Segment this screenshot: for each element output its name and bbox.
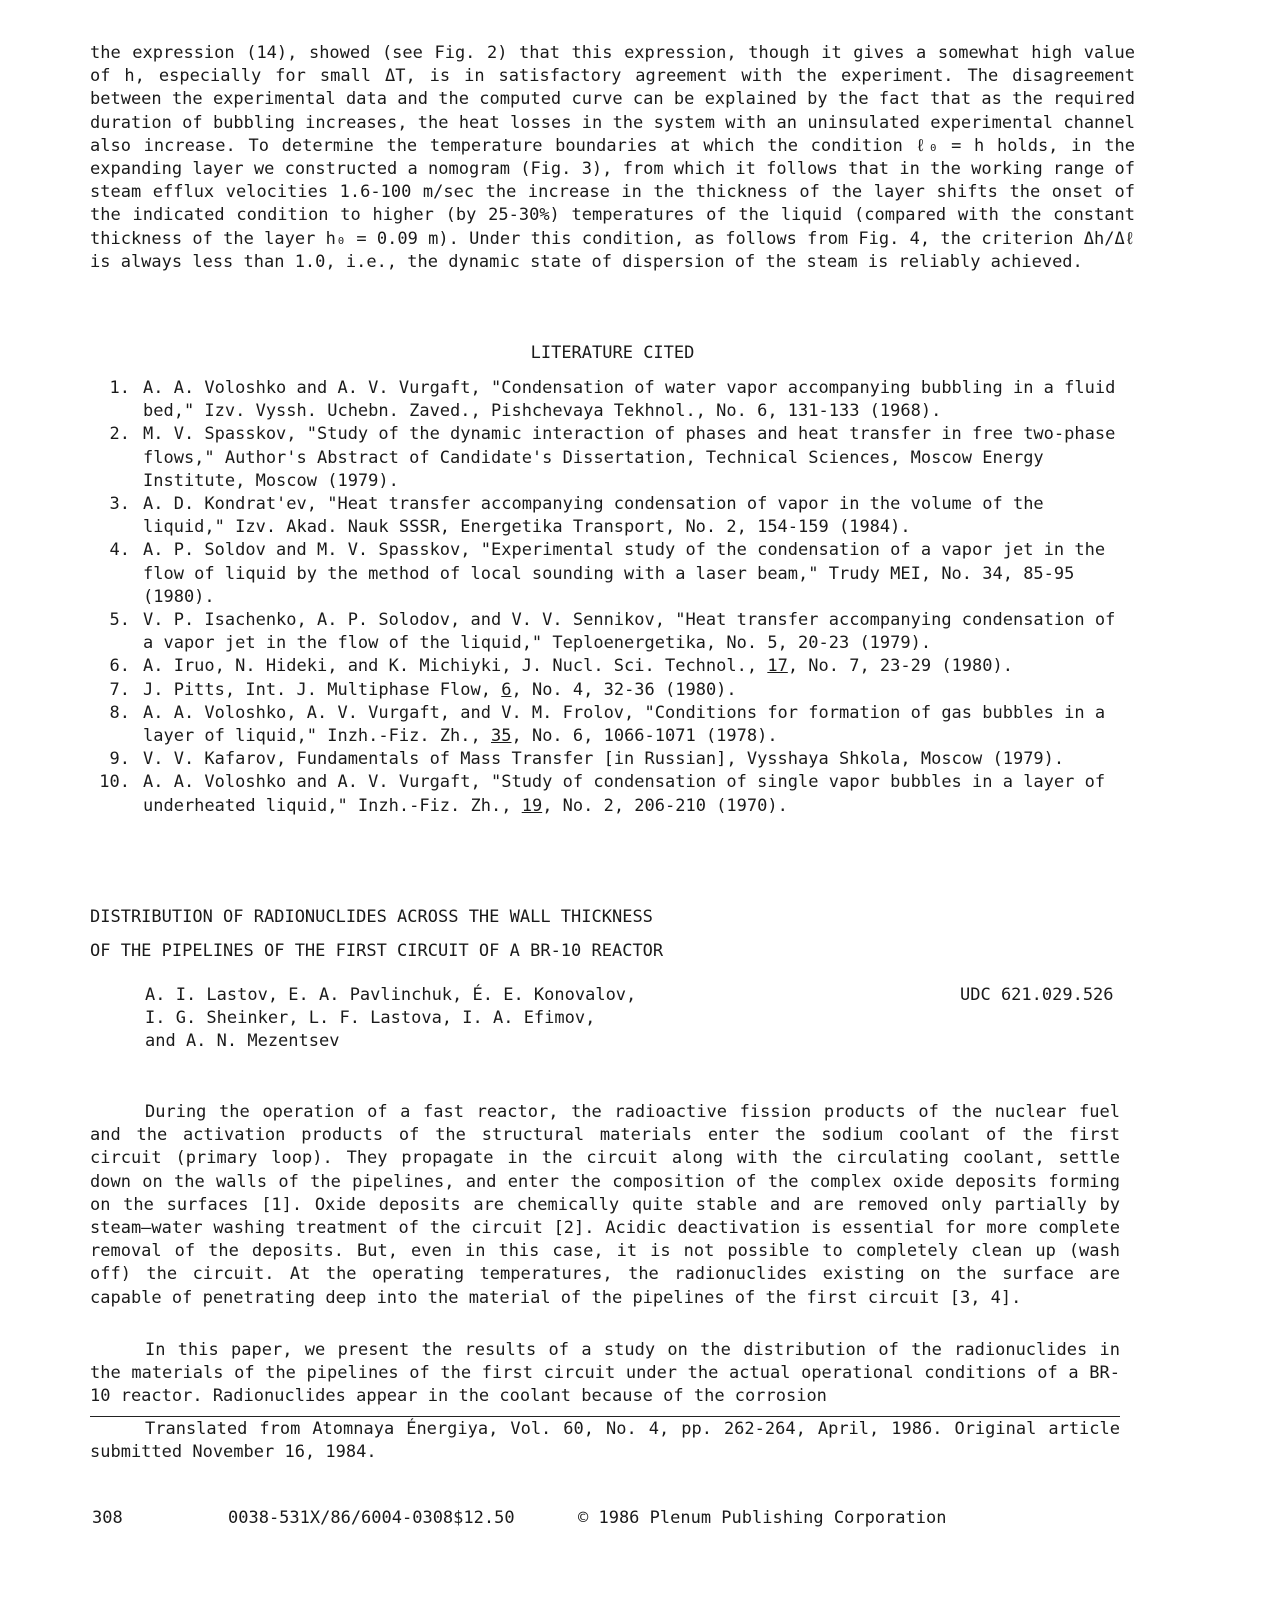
reference-text-post: , No. 6, 1066-1071 (1978). <box>511 726 778 747</box>
body-paragraph: During the operation of a fast reactor, the radioactive fission products of the nuclear fuel and the activation products of the structural materials enter the sodium coolant of the first circuit (primary loop). They propagate in the circuit along with the circulating coolant, settle down on the walls of the pipelines, and enter the composition of the complex oxide deposits forming on the surfaces [1]. Oxide deposits are chemically quite stable and are removed only partially by steam—water washing treatment of the circuit [2]. Acidic deactivation is essential for more complete removal of the deposits. But, even in this case, it is not possible to completely clean up (wash off) the circuit. At the operating temperatures, the radionuclides existing on the surface are capable of penetrating deep into the material of the pipelines of the first circuit [3, 4]. <box>90 1102 1120 1308</box>
author-line: A. I. Lastov, E. A. Pavlinchuk, É. E. Konovalov, <box>145 985 637 1005</box>
reference-number: 6. <box>109 656 130 677</box>
reference-number: 1. <box>109 378 130 398</box>
reference-text-post: , No. 7, 23-29 (1980). <box>787 656 1013 677</box>
author-line: and A. N. Mezentsev <box>145 1031 340 1052</box>
reference-number: 10. <box>99 772 130 793</box>
continued-paragraph: the expression (14), showed (see Fig. 2) that this expression, though it gives a somewhat high value of h, especially for small ΔT, is in satisfactory agreement with the experiment. The disagreement between the experimental data and the computed curve can be explained by the fact that as the required duration of bubbling increases, the heat losses in the system with an uninsulated experimental channel also increase. To determine the temperature boundaries at which the condition ℓ₀ = h holds, in the expanding layer we constructed a nomogram (Fig. 3), from which it follows that in the working range of steam efflux velocities 1.6-100 m/sec the increase in the thickness of the layer shifts the onset of the indicated condition to higher (by 25-30%) temperatures of the liquid (compared with the constant thickness of the layer h₀ = 0.09 m). Under this condition, as follows from Fig. 4, the criterion Δh/Δℓ is always less than 1.0, i.e., the dynamic state of dispersion of the steam is reliably achieved. <box>90 43 1135 272</box>
reference-number: 8. <box>109 702 130 723</box>
reference-text <box>143 679 1135 702</box>
reference-item <box>90 655 1135 678</box>
reference-item <box>90 771 1135 817</box>
reference-number: 9. <box>109 749 130 770</box>
reference-item <box>90 702 1135 748</box>
article-title-line: DISTRIBUTION OF RADIONUCLIDES ACROSS THE WALL THICKNESS <box>90 907 653 927</box>
reference-text: M. V. Spasskov, "Study of the dynamic interaction of phases and heat transfer in free two-phase flows," Author's Abstract of Candidate's Dissertation, Technical Sciences, Moscow Energy Institute, Moscow (1979). <box>143 424 1116 491</box>
reference-item <box>90 609 1135 655</box>
reference-text-post: , No. 2, 206-210 (1970). <box>542 795 788 816</box>
author-list <box>145 984 845 1054</box>
reference-text-pre: A. A. Voloshko and A. V. Vurgaft, "Study of condensation of single vapor bubbles in a layer of underheated liquid," Inzh.-Fiz. Zh., <box>143 772 1106 816</box>
reference-text-pre: J. Pitts, Int. J. Multiphase Flow, <box>143 679 502 700</box>
publication-code: 0038-531X/86/6004-0308$12.50 <box>228 1508 515 1528</box>
reference-volume: 35 <box>491 726 512 747</box>
udc-code: UDC 621.029.526 <box>960 985 1114 1005</box>
reference-text: V. P. Isachenko, A. P. Solodov, and V. V. Sennikov, "Heat transfer accompanying condensation of a vapor jet in the flow of the liquid," Teploenergetika, No. 5, 20-23 (1979). <box>143 610 1116 654</box>
reference-number: 5. <box>109 610 130 631</box>
author-line: I. G. Sheinker, L. F. Lastova, I. A. Efimov, <box>145 1008 596 1029</box>
reference-text <box>143 702 1135 748</box>
reference-item <box>90 539 1135 609</box>
copyright-notice: © 1986 Plenum Publishing Corporation <box>578 1508 947 1528</box>
reference-item <box>90 679 1135 702</box>
reference-item <box>90 493 1135 539</box>
reference-text: A. A. Voloshko and A. V. Vurgaft, "Condensation of water vapor accompanying bubbling in a fluid bed," Izv. Vyssh. Uchebn. Zaved., Pishchevaya Tekhnol., No. 6, 131-133 (1968). <box>143 378 1116 422</box>
article-title-line: OF THE PIPELINES OF THE FIRST CIRCUIT OF A BR-10 REACTOR <box>90 941 664 962</box>
reference-item <box>90 748 1135 771</box>
translation-footnote: Translated from Atomnaya Énergiya, Vol. 60, No. 4, pp. 262-264, April, 1986. Original article submitted November 16, 1984. <box>90 1419 1120 1463</box>
reference-text-pre: A. A. Voloshko, A. V. Vurgaft, and V. M. Frolov, "Conditions for formation of gas bubbles in a layer of liquid," Inzh.-Fiz. Zh., <box>143 702 1106 747</box>
reference-number: 4. <box>109 540 130 561</box>
reference-number: 3. <box>109 494 130 515</box>
reference-text: A. P. Soldov and M. V. Spasskov, "Experimental study of the condensation of a vapor jet in the flow of liquid by the method of local sounding with a laser beam," Trudy MEI, No. 34, 85-95 (1980). <box>143 540 1106 607</box>
reference-list <box>90 377 1135 818</box>
reference-number: 7. <box>109 679 130 700</box>
reference-text-pre: A. Iruo, N. Hideki, and K. Michiyki, J. Nucl. Sci. Technol., <box>143 656 768 677</box>
reference-volume: 19 <box>521 795 543 816</box>
literature-cited-heading: LITERATURE CITED <box>530 343 695 363</box>
reference-item <box>90 423 1135 493</box>
body-paragraph: In this paper, we present the results of a study on the distribution of the radionuclides in the materials of the pipelines of the first circuit under the actual operational conditions of a BR-10 reactor. Radionuclides appear in the coolant because of the corrosion <box>90 1340 1120 1407</box>
reference-volume: 17 <box>767 656 788 677</box>
page-number: 308 <box>92 1508 123 1528</box>
reference-text <box>143 655 1135 678</box>
reference-text: V. V. Kafarov, Fundamentals of Mass Transfer [in Russian], Vysshaya Shkola, Moscow (1979). <box>143 749 1065 770</box>
reference-text <box>143 771 1135 817</box>
reference-text: A. D. Kondrat'ev, "Heat transfer accompanying condensation of vapor in the volume of the liquid," Izv. Akad. Nauk SSSR, Energetika Transport, No. 2, 154-159 (1984). <box>143 494 1044 538</box>
article-title <box>90 906 1090 974</box>
reference-volume: 6 <box>501 679 512 700</box>
reference-item <box>90 377 1135 423</box>
footnote-divider <box>90 1416 1120 1417</box>
reference-number: 2. <box>109 424 130 445</box>
reference-text-post: , No. 4, 32-36 (1980). <box>511 679 737 700</box>
